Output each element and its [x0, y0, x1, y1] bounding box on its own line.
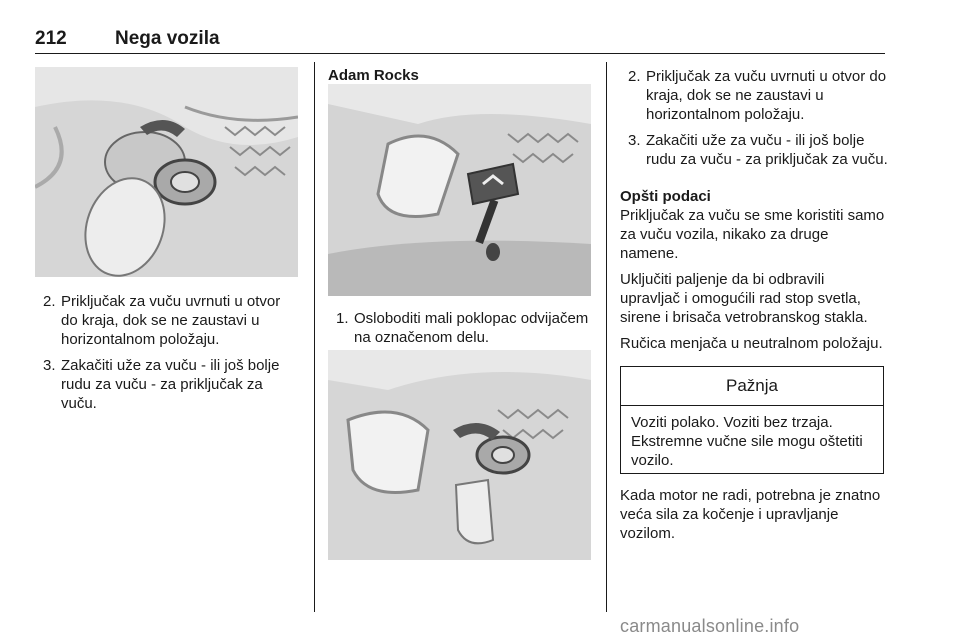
closing-paragraph: Kada motor ne radi, potrebna je znatno veća sila za kočenje i upravljanje vozilom. — [620, 487, 881, 542]
step-3 — [35, 356, 298, 413]
step-number: 3. — [628, 132, 641, 149]
step-2 — [620, 67, 888, 124]
step-text: Zakačiti uže za vuču - ili još bolje rudu za vuču - za priključak za vuču. — [61, 357, 280, 412]
left-steps — [35, 292, 298, 420]
adam-rocks-heading: Adam Rocks — [328, 67, 419, 84]
general-info-section — [620, 187, 888, 360]
page-header — [35, 28, 885, 52]
step-text: Osloboditi mali poklopac odvijačem na označenom delu. — [354, 310, 589, 346]
step-number: 3. — [43, 357, 56, 374]
step-1 — [328, 309, 598, 347]
cover-removal-illustration — [328, 84, 591, 296]
step-number: 2. — [628, 68, 641, 85]
caution-title: Pažnja — [726, 376, 778, 395]
tow-eye-installed-illustration — [35, 67, 298, 277]
paragraph: Ručica menjača u neutralnom položaju. — [620, 335, 883, 352]
column-divider-2 — [606, 62, 607, 612]
step-number: 2. — [43, 293, 56, 310]
step-3 — [620, 131, 888, 169]
caution-divider — [621, 405, 883, 406]
step-number: 1. — [336, 310, 349, 327]
step-2 — [35, 292, 298, 349]
general-info-heading: Opšti podaci — [620, 188, 711, 205]
step-text: Priključak za vuču uvrnuti u otvor do kraja, dok se ne zaustavi u horizontalnom položaju. — [61, 293, 281, 348]
page-number: 212 — [35, 28, 67, 49]
caution-box — [620, 366, 884, 474]
watermark: carmanualsonline.info — [620, 616, 800, 636]
step-text: Zakačiti uže za vuču - ili još bolje rudu za vuču - za priključak za vuču. — [646, 132, 888, 168]
page-title: Nega vozila — [115, 28, 220, 49]
header-divider — [35, 53, 885, 54]
right-steps — [620, 67, 888, 176]
tow-eye-adam-rocks-illustration — [328, 350, 591, 560]
middle-steps — [328, 309, 598, 354]
paragraph: Priključak za vuču se sme koristiti samo za vuču vozila, nikako za druge namene. — [620, 207, 885, 262]
column-divider-1 — [314, 62, 315, 612]
paragraph: Uključiti paljenje da bi odbravili upravljač i omogućili rad stop svetla, sirene i brisača vetrobranskog stakla. — [620, 271, 868, 326]
step-text: Priključak za vuču uvrnuti u otvor do kraja, dok se ne zaustavi u horizontalnom položaju. — [646, 68, 887, 123]
caution-text: Voziti polako. Voziti bez trzaja. Ekstremne vučne sile mogu oštetiti vozilo. — [631, 414, 863, 469]
